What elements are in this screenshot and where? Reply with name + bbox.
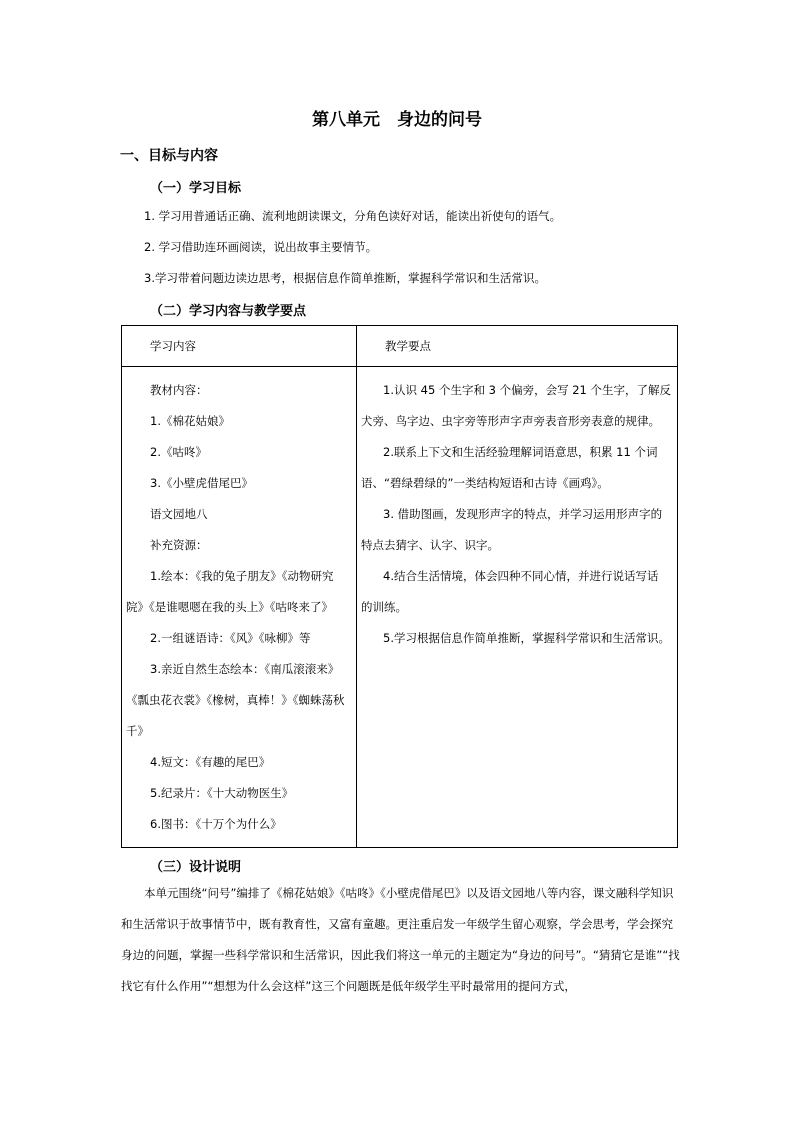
col1-header: 学习内容 <box>150 339 196 353</box>
teaching-points-list <box>357 367 677 654</box>
subsection-heading-learning-goals: （一）学习目标 <box>150 181 242 196</box>
learning-content-line: 5.纪录片：《十大动物医生》 <box>150 786 294 800</box>
learning-content-line: 《瓢虫花衣裳》《橡树，真棒！》《蜘蛛荡秋 <box>126 693 345 707</box>
teaching-point-line: 的训练。 <box>361 600 408 614</box>
teaching-point-line: 犬旁、鸟字边、虫字旁等形声字声旁表音形旁表意的规律。 <box>361 414 661 428</box>
goal-item-3: 3.学习带着问题边读边思考，根据信息作简单推断，掌握科学常识和生活常识。 <box>144 271 546 285</box>
learning-content-cell <box>122 367 357 848</box>
learning-content-line: 4.短文：《有趣的尾巴》 <box>150 755 271 769</box>
learning-content-line: 2.一组谜语诗：《风》《咏柳》等 <box>150 631 311 645</box>
teaching-point-line: 3. 借助图画，发现形声字的特点，并学习运用形声字的 <box>383 507 663 521</box>
learning-content-line: 3.亲近自然生态绘本：《南瓜滚滚来》 <box>150 662 340 676</box>
learning-content-line: 院》《是谁嗯嗯在我的头上》《咕咚来了》 <box>126 600 333 614</box>
teaching-points-cell <box>357 367 678 848</box>
table-header-cell <box>357 326 678 367</box>
teaching-point-line: 1.认识 45 个生字和 3 个偏旁，会写 21 个生字，了解反 <box>383 383 672 397</box>
learning-content-list <box>122 367 356 840</box>
table-header-cell <box>122 326 357 367</box>
design-notes-paragraph: 本单元围绕“问号”编排了《棉花姑娘》《咕咚》《小壁虎借尾巴》以及语文园地八等内容，课文融科学知识和生活常识于故事情节中，既有教育性，又富有童趣。更注重启发一年级学生留心观察，学会思考，学会探究身边的问题，掌握一些科学常识和生活常识，因此我们将这一单元的主题定为“身边的问号”。“猜猜它是谁”“找找它有什么作用”“想想为什么会这样”这三个问题既是低年级学生平时最常用的提问方式， <box>121 886 680 993</box>
table-header-row <box>122 326 678 367</box>
teaching-point-line: 特点去猜字、认字、识字。 <box>361 538 500 552</box>
learning-content-line: 1.绘本：《我的兔子朋友》《动物研究 <box>150 569 334 583</box>
learning-content-line: 2.《咕咚》 <box>150 445 207 459</box>
teaching-point-line: 2.联系上下文和生活经验理解词语意思，积累 11 个词 <box>383 445 658 459</box>
col2-header: 教学要点 <box>385 339 432 353</box>
learning-content-line: 1.《棉花姑娘》 <box>150 414 230 428</box>
document-title: 第八单元 身边的问号 <box>312 110 482 130</box>
section-heading-goals-content: 一、目标与内容 <box>120 148 218 164</box>
teaching-point-line: 5.学习根据信息作简单推断，掌握科学常识和生活常识。 <box>383 631 671 645</box>
learning-content-line: 3.《小壁虎借尾巴》 <box>150 476 253 490</box>
learning-content-line: 补充资源： <box>150 538 208 552</box>
table-body-row <box>122 367 678 848</box>
learning-content-line: 语文园地八 <box>150 507 208 521</box>
goal-item-2: 2. 学习借助连环画阅读，说出故事主要情节。 <box>144 240 378 254</box>
subsection-heading-content-points: （二）学习内容与教学要点 <box>150 304 307 319</box>
learning-content-line: 教材内容： <box>150 383 208 397</box>
learning-content-line: 6.图书：《十万个为什么》 <box>150 817 282 831</box>
content-points-table <box>121 325 678 848</box>
goal-item-1: 1. 学习用普通话正确、流利地朗读课文，分角色读好对话，能读出祈使句的语气。 <box>144 209 562 223</box>
teaching-point-line: 语、“碧绿碧绿的”一类结构短语和古诗《画鸡》。 <box>361 476 609 490</box>
learning-content-line: 千》 <box>126 724 149 738</box>
subsection-heading-design-notes: （三）设计说明 <box>150 860 242 875</box>
teaching-point-line: 4.结合生活情境，体会四种不同心情，并进行说话写话 <box>383 569 659 583</box>
